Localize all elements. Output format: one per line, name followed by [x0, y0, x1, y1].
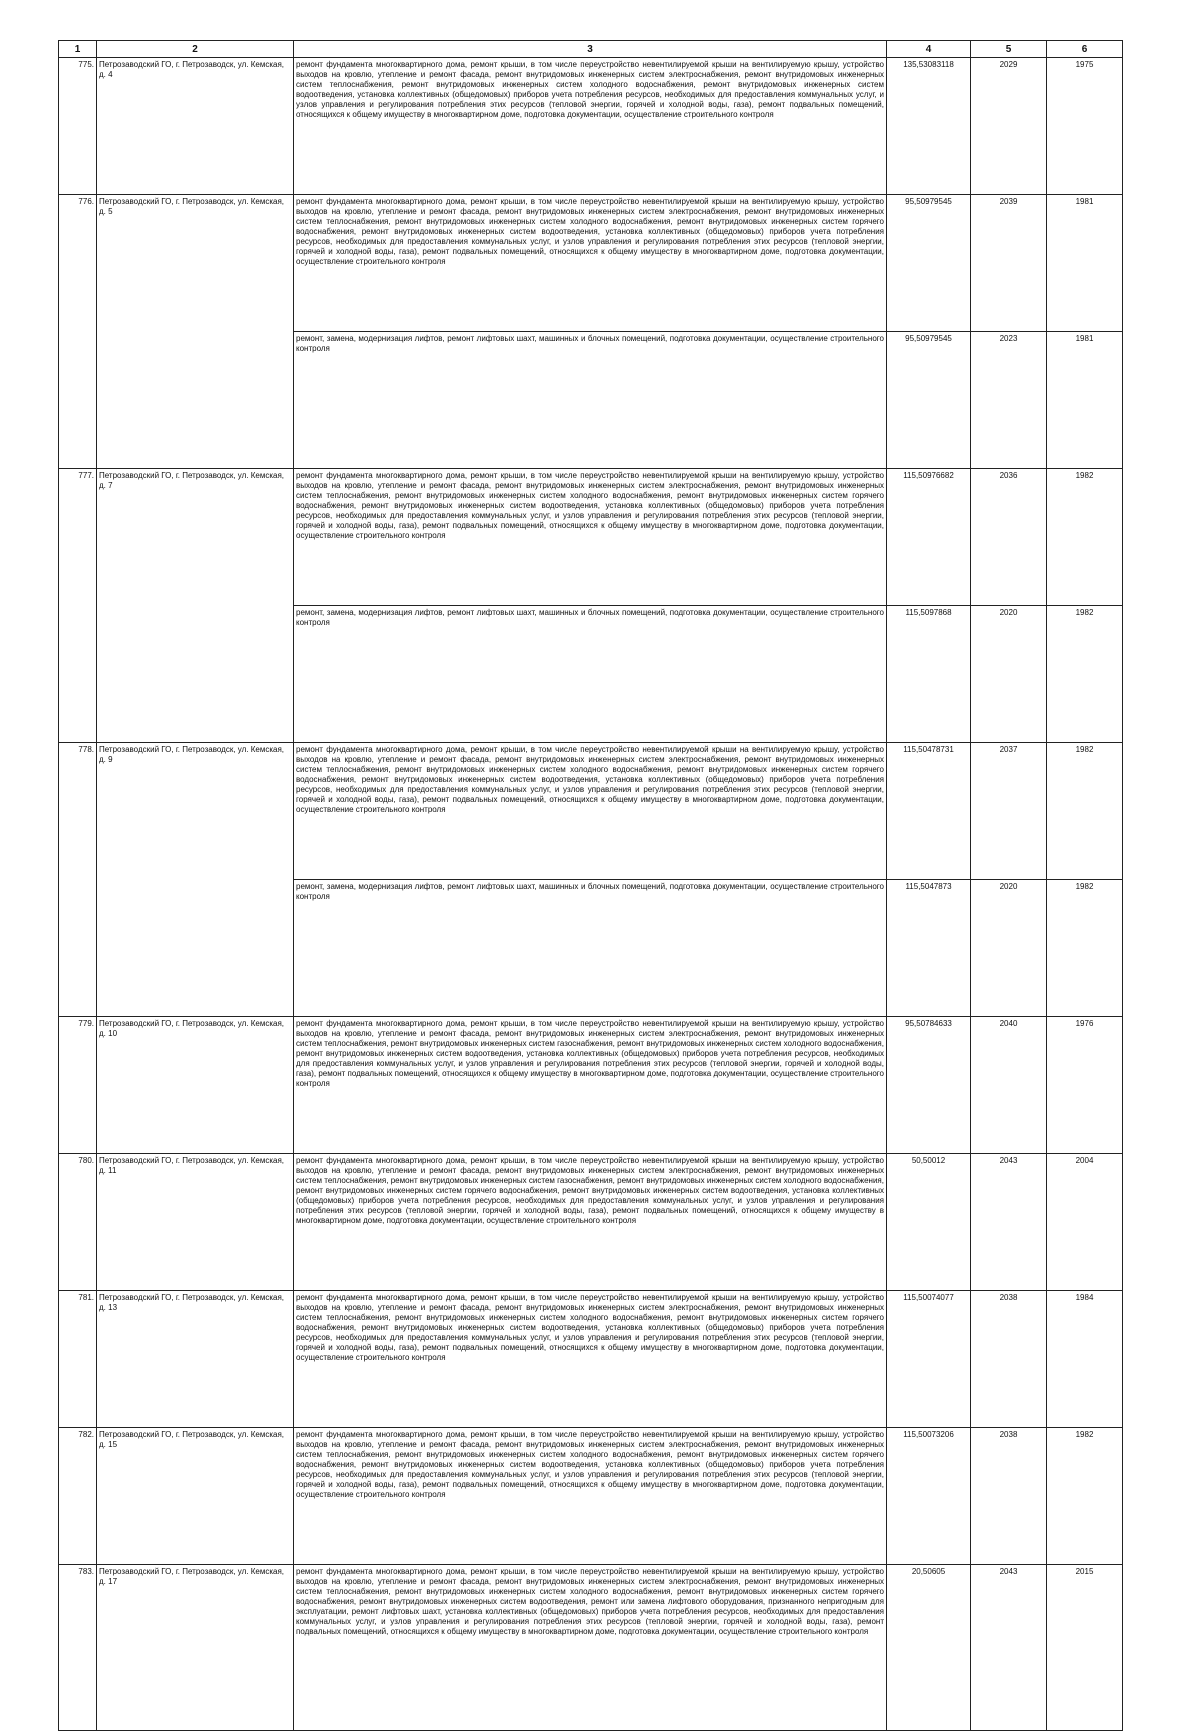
cost-value: 115,50073206	[887, 1428, 971, 1565]
works-description: ремонт фундамента многоквартирного дома, ремонт крыши, в том числе переустройство невентилируемой крыши на вентилируемую крышу, устройство выходов на кровлю, утепление и ремонт фасада, ремонт внутридомовых инженерных систем электроснабжения, ремонт внутридомовых инженерных систем теплоснабжения, ремонт внутридомовых инженерных систем газоснабжения, ремонт внутридомовых инженерных систем холодного водоснабжения, ремонт внутридомовых инженерных систем горячего водоснабжения, ремонт внутридомовых инженерных систем водоотведения, установка коллективных (общедомовых) приборов учета потребления ресурсов, необходимых для предоставления коммунальных услуг, и узлов управления и регулирования потребления этих ресурсов (тепловой энергии, горячей и холодной воды, газа), ремонт подвальных помещений, относящихся к общему имуществу в многоквартирном доме, подготовка документации, осуществление строительного контроля	[294, 1154, 887, 1291]
table-body	[59, 58, 1123, 1731]
build-year: 1976	[1047, 1017, 1123, 1154]
works-description: ремонт, замена, модернизация лифтов, ремонт лифтовых шахт, машинных и блочных помещений, подготовка документации, осуществление строительного контроля	[294, 880, 887, 1017]
col-header-5: 5	[971, 41, 1047, 58]
cost-value: 115,50976682	[887, 469, 971, 606]
build-year: 1982	[1047, 880, 1123, 1017]
row-number: 775.	[59, 58, 97, 195]
cost-value: 115,5097868	[887, 606, 971, 743]
cost-value: 20,50605	[887, 1565, 971, 1731]
works-description: ремонт фундамента многоквартирного дома, ремонт крыши, в том числе переустройство невентилируемой крыши на вентилируемую крышу, устройство выходов на кровлю, утепление и ремонт фасада, ремонт внутридомовых инженерных систем электроснабжения, ремонт внутридомовых инженерных систем теплоснабжения, ремонт внутридомовых инженерных систем холодного водоснабжения, ремонт внутридомовых инженерных систем горячего водоснабжения, ремонт внутридомовых инженерных систем водоотведения, установка коллективных (общедомовых) приборов учета потребления ресурсов, необходимых для предоставления коммунальных услуг, и узлов управления и регулирования потребления этих ресурсов (тепловой энергии, горячей и холодной воды, газа), ремонт подвальных помещений, относящихся к общему имуществу в многоквартирном доме, подготовка документации, осуществление строительного контроля	[294, 743, 887, 880]
table-row	[59, 1291, 1123, 1428]
table-row	[59, 743, 1123, 880]
col-header-1: 1	[59, 41, 97, 58]
cost-value: 50,50012	[887, 1154, 971, 1291]
col-header-4: 4	[887, 41, 971, 58]
row-number: 779.	[59, 1017, 97, 1154]
planned-year: 2029	[971, 58, 1047, 195]
works-description: ремонт, замена, модернизация лифтов, ремонт лифтовых шахт, машинных и блочных помещений, подготовка документации, осуществление строительного контроля	[294, 606, 887, 743]
address-cell: Петрозаводский ГО, г. Петрозаводск, ул. Кемская, д. 5	[97, 195, 294, 469]
planned-year: 2020	[971, 880, 1047, 1017]
build-year: 2015	[1047, 1565, 1123, 1731]
cost-value: 115,5047873	[887, 880, 971, 1017]
table-row	[59, 1428, 1123, 1565]
build-year: 1982	[1047, 743, 1123, 880]
build-year: 1982	[1047, 606, 1123, 743]
planned-year: 2043	[971, 1565, 1047, 1731]
planned-year: 2038	[971, 1428, 1047, 1565]
address-cell: Петрозаводский ГО, г. Петрозаводск, ул. Кемская, д. 17	[97, 1565, 294, 1731]
header-row	[59, 41, 1123, 58]
repair-program-table	[58, 40, 1123, 1731]
table-row	[59, 58, 1123, 195]
works-description: ремонт фундамента многоквартирного дома, ремонт крыши, в том числе переустройство невентилируемой крыши на вентилируемую крышу, устройство выходов на кровлю, утепление и ремонт фасада, ремонт внутридомовых инженерных систем электроснабжения, ремонт внутридомовых инженерных систем теплоснабжения, ремонт внутридомовых инженерных систем холодного водоснабжения, ремонт внутридомовых инженерных систем горячего водоснабжения, ремонт внутридомовых инженерных систем водоотведения, установка коллективных (общедомовых) приборов учета потребления ресурсов, необходимых для предоставления коммунальных услуг, и узлов управления и регулирования потребления этих ресурсов (тепловой энергии, горячей и холодной воды, газа), ремонт подвальных помещений, относящихся к общему имуществу в многоквартирном доме, подготовка документации, осуществление строительного контроля	[294, 1291, 887, 1428]
planned-year: 2020	[971, 606, 1047, 743]
build-year: 1981	[1047, 332, 1123, 469]
planned-year: 2023	[971, 332, 1047, 469]
table-row	[59, 1017, 1123, 1154]
cost-value: 95,50784633	[887, 1017, 971, 1154]
row-number: 782.	[59, 1428, 97, 1565]
cost-value: 115,50478731	[887, 743, 971, 880]
works-description: ремонт фундамента многоквартирного дома, ремонт крыши, в том числе переустройство невентилируемой крыши на вентилируемую крышу, устройство выходов на кровлю, утепление и ремонт фасада, ремонт внутридомовых инженерных систем электроснабжения, ремонт внутридомовых инженерных систем теплоснабжения, ремонт внутридомовых инженерных систем холодного водоснабжения, ремонт внутридомовых инженерных систем горячего водоснабжения, ремонт внутридомовых инженерных систем водоотведения, установка коллективных (общедомовых) приборов учета потребления ресурсов, необходимых для предоставления коммунальных услуг, и узлов управления и регулирования потребления этих ресурсов (тепловой энергии, горячей и холодной воды, газа), ремонт подвальных помещений, относящихся к общему имуществу в многоквартирном доме, подготовка документации, осуществление строительного контроля	[294, 1428, 887, 1565]
planned-year: 2036	[971, 469, 1047, 606]
works-description: ремонт фундамента многоквартирного дома, ремонт крыши, в том числе переустройство невентилируемой крыши на вентилируемую крышу, устройство выходов на кровлю, утепление и ремонт фасада, ремонт внутридомовых инженерных систем электроснабжения, ремонт внутридомовых инженерных систем теплоснабжения, ремонт внутридомовых инженерных систем холодного водоснабжения, ремонт внутридомовых инженерных систем горячего водоснабжения, ремонт внутридомовых инженерных систем водоотведения, ремонт или замена лифтового оборудования, признанного непригодным для эксплуатации, ремонт лифтовых шахт, установка коллективных (общедомовых) приборов учета потребления ресурсов, необходимых для предоставления коммунальных услуг, и узлов управления и регулирования потребления этих ресурсов (тепловой энергии, горячей и холодной воды, газа), ремонт подвальных помещений, относящихся к общему имуществу в многоквартирном доме, подготовка документации, осуществление строительного контроля	[294, 1565, 887, 1731]
works-description: ремонт фундамента многоквартирного дома, ремонт крыши, в том числе переустройство невентилируемой крыши на вентилируемую крышу, устройство выходов на кровлю, утепление и ремонт фасада, ремонт внутридомовых инженерных систем электроснабжения, ремонт внутридомовых инженерных систем теплоснабжения, ремонт внутридомовых инженерных систем холодного водоснабжения, ремонт внутридомовых инженерных систем горячего водоснабжения, ремонт внутридомовых инженерных систем водоотведения, установка коллективных (общедомовых) приборов учета потребления ресурсов, необходимых для предоставления коммунальных услуг, и узлов управления и регулирования потребления этих ресурсов (тепловой энергии, горячей и холодной воды, газа), ремонт подвальных помещений, относящихся к общему имуществу в многоквартирном доме, подготовка документации, осуществление строительного контроля	[294, 195, 887, 332]
row-number: 776.	[59, 195, 97, 469]
col-header-2: 2	[97, 41, 294, 58]
address-cell: Петрозаводский ГО, г. Петрозаводск, ул. Кемская, д. 11	[97, 1154, 294, 1291]
works-description: ремонт фундамента многоквартирного дома, ремонт крыши, в том числе переустройство невентилируемой крыши на вентилируемую крышу, устройство выходов на кровлю, утепление и ремонт фасада, ремонт внутридомовых инженерных систем электроснабжения, ремонт внутридомовых инженерных систем теплоснабжения, ремонт внутридомовых инженерных систем холодного водоснабжения, ремонт внутридомовых инженерных систем горячего водоснабжения, ремонт внутридомовых инженерных систем водоотведения, установка коллективных (общедомовых) приборов учета потребления ресурсов, необходимых для предоставления коммунальных услуг, и узлов управления и регулирования потребления этих ресурсов (тепловой энергии, горячей и холодной воды, газа), ремонт подвальных помещений, относящихся к общему имуществу в многоквартирном доме, подготовка документации, осуществление строительного контроля	[294, 469, 887, 606]
planned-year: 2039	[971, 195, 1047, 332]
cost-value: 115,50074077	[887, 1291, 971, 1428]
works-description: ремонт фундамента многоквартирного дома, ремонт крыши, в том числе переустройство невентилируемой крыши на вентилируемую крышу, устройство выходов на кровлю, утепление и ремонт фасада, ремонт внутридомовых инженерных систем электроснабжения, ремонт внутридомовых инженерных систем теплоснабжения, ремонт внутридомовых инженерных систем холодного водоснабжения, ремонт внутридомовых инженерных систем водоотведения, установка коллективных (общедомовых) приборов учета потребления ресурсов, необходимых для предоставления коммунальных услуг, и узлов управления и регулирования потребления этих ресурсов (тепловой энергии, горячей и холодной воды, газа), ремонт подвальных помещений, относящихся к общему имуществу в многоквартирном доме, подготовка документации, осуществление строительного контроля	[294, 58, 887, 195]
build-year: 1982	[1047, 1428, 1123, 1565]
build-year: 1981	[1047, 195, 1123, 332]
works-description: ремонт, замена, модернизация лифтов, ремонт лифтовых шахт, машинных и блочных помещений, подготовка документации, осуществление строительного контроля	[294, 332, 887, 469]
works-description: ремонт фундамента многоквартирного дома, ремонт крыши, в том числе переустройство невентилируемой крыши на вентилируемую крышу, устройство выходов на кровлю, утепление и ремонт фасада, ремонт внутридомовых инженерных систем электроснабжения, ремонт внутридомовых инженерных систем теплоснабжения, ремонт внутридомовых инженерных систем газоснабжения, ремонт внутридомовых инженерных систем холодного водоснабжения, ремонт внутридомовых инженерных систем водоотведения, установка коллективных (общедомовых) приборов учета потребления ресурсов, необходимых для предоставления коммунальных услуг, и узлов управления и регулирования потребления этих ресурсов (тепловой энергии, горячей и холодной воды, газа), ремонт подвальных помещений, относящихся к общему имуществу в многоквартирном доме, подготовка документации, осуществление строительного контроля	[294, 1017, 887, 1154]
row-number: 780.	[59, 1154, 97, 1291]
cost-value: 95,50979545	[887, 195, 971, 332]
row-number: 781.	[59, 1291, 97, 1428]
build-year: 1984	[1047, 1291, 1123, 1428]
row-number: 777.	[59, 469, 97, 743]
address-cell: Петрозаводский ГО, г. Петрозаводск, ул. Кемская, д. 10	[97, 1017, 294, 1154]
build-year: 1975	[1047, 58, 1123, 195]
table-row	[59, 1565, 1123, 1731]
build-year: 2004	[1047, 1154, 1123, 1291]
col-header-6: 6	[1047, 41, 1123, 58]
build-year: 1982	[1047, 469, 1123, 606]
address-cell: Петрозаводский ГО, г. Петрозаводск, ул. Кемская, д. 4	[97, 58, 294, 195]
col-header-3: 3	[294, 41, 887, 58]
address-cell: Петрозаводский ГО, г. Петрозаводск, ул. Кемская, д. 15	[97, 1428, 294, 1565]
planned-year: 2040	[971, 1017, 1047, 1154]
row-number: 778.	[59, 743, 97, 1017]
address-cell: Петрозаводский ГО, г. Петрозаводск, ул. Кемская, д. 13	[97, 1291, 294, 1428]
table-row	[59, 195, 1123, 332]
cost-value: 95,50979545	[887, 332, 971, 469]
cost-value: 135,53083118	[887, 58, 971, 195]
address-cell: Петрозаводский ГО, г. Петрозаводск, ул. Кемская, д. 7	[97, 469, 294, 743]
row-number: 783.	[59, 1565, 97, 1731]
table-row	[59, 469, 1123, 606]
planned-year: 2043	[971, 1154, 1047, 1291]
address-cell: Петрозаводский ГО, г. Петрозаводск, ул. Кемская, д. 9	[97, 743, 294, 1017]
planned-year: 2037	[971, 743, 1047, 880]
table-row	[59, 1154, 1123, 1291]
planned-year: 2038	[971, 1291, 1047, 1428]
